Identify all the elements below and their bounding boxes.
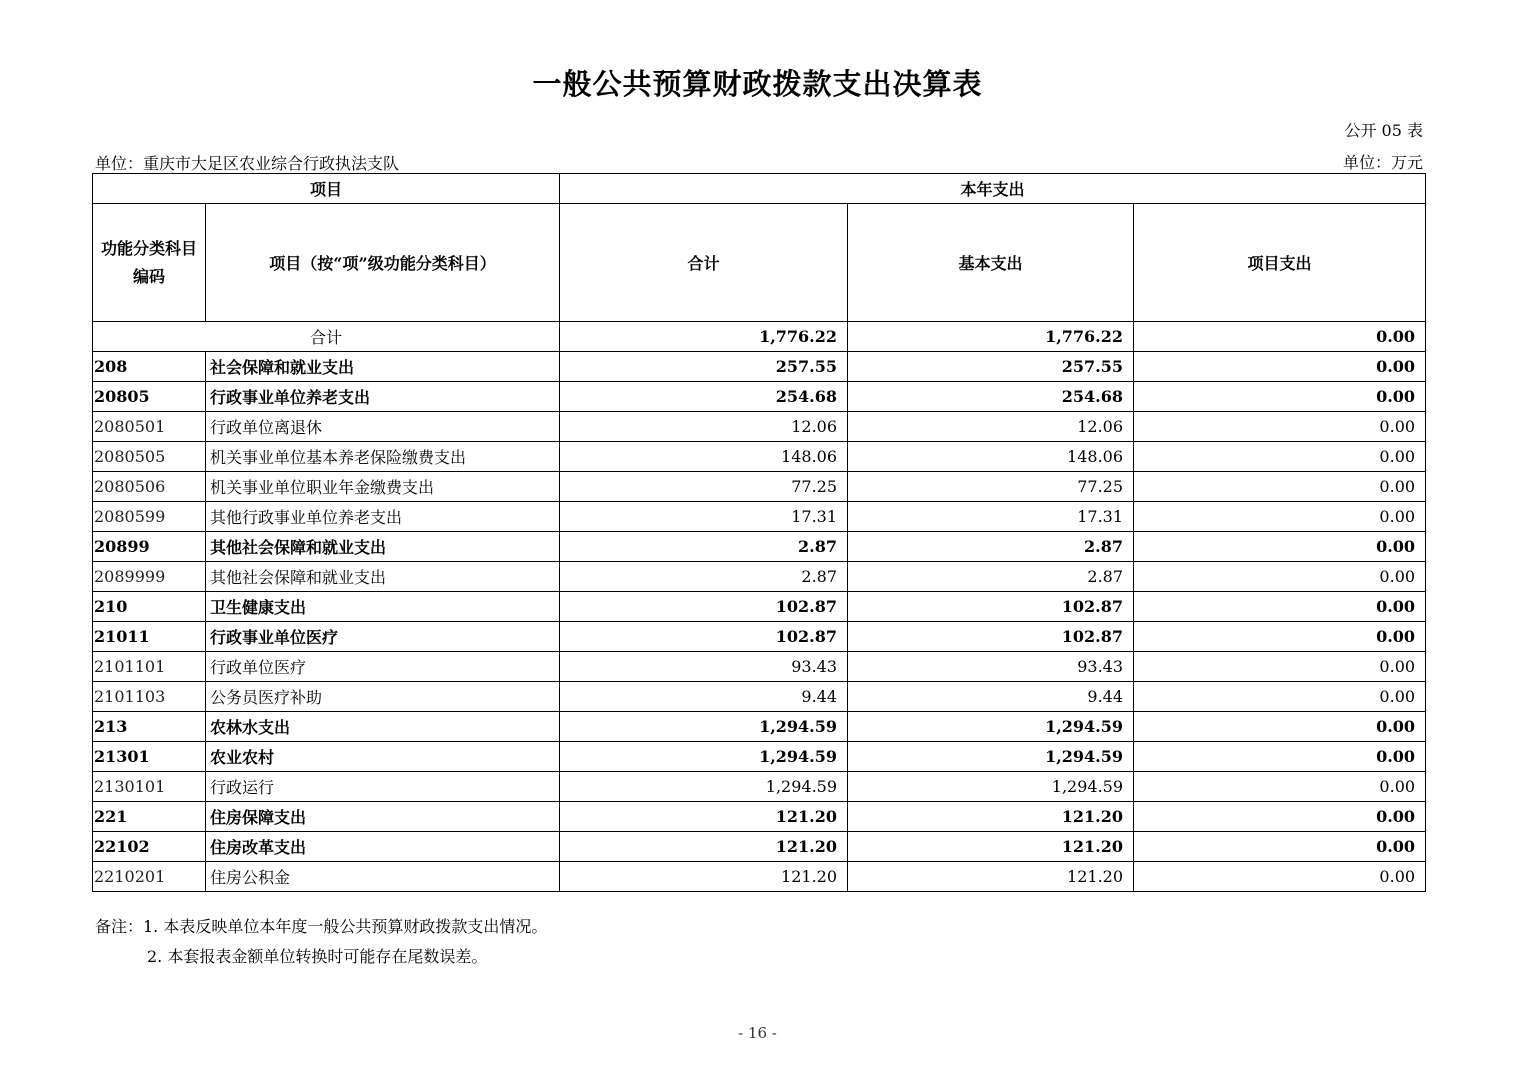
total-basic: 1,776.22 bbox=[848, 322, 1134, 352]
row-code: 22102 bbox=[93, 832, 206, 862]
row-basic: 2.87 bbox=[848, 562, 1134, 592]
row-total: 2.87 bbox=[560, 532, 848, 562]
row-name: 行政事业单位养老支出 bbox=[206, 382, 560, 412]
row-total: 148.06 bbox=[560, 442, 848, 472]
row-total: 121.20 bbox=[560, 862, 848, 892]
row-code: 213 bbox=[93, 712, 206, 742]
row-total: 102.87 bbox=[560, 622, 848, 652]
row-basic: 77.25 bbox=[848, 472, 1134, 502]
row-code: 2080505 bbox=[93, 442, 206, 472]
row-name: 其他社会保障和就业支出 bbox=[206, 532, 560, 562]
row-total: 1,294.59 bbox=[560, 742, 848, 772]
row-project: 0.00 bbox=[1134, 412, 1426, 442]
organization-unit: 单位：重庆市大足区农业综合行政执法支队 bbox=[95, 154, 400, 173]
notes bbox=[95, 912, 547, 972]
row-total: 17.31 bbox=[560, 502, 848, 532]
row-project: 0.00 bbox=[1134, 832, 1426, 862]
row-total: 257.55 bbox=[560, 352, 848, 382]
header-row-1 bbox=[93, 174, 1426, 204]
total-sum: 1,776.22 bbox=[560, 322, 848, 352]
row-basic: 12.06 bbox=[848, 412, 1134, 442]
row-basic: 1,294.59 bbox=[848, 742, 1134, 772]
row-name: 行政运行 bbox=[206, 772, 560, 802]
row-basic: 254.68 bbox=[848, 382, 1134, 412]
row-basic: 257.55 bbox=[848, 352, 1134, 382]
row-total: 2.87 bbox=[560, 562, 848, 592]
expenditure-table bbox=[92, 173, 1426, 892]
row-code: 2080506 bbox=[93, 472, 206, 502]
row-project: 0.00 bbox=[1134, 592, 1426, 622]
row-project: 0.00 bbox=[1134, 502, 1426, 532]
header-basic: 基本支出 bbox=[848, 204, 1134, 322]
row-project: 0.00 bbox=[1134, 382, 1426, 412]
row-basic: 102.87 bbox=[848, 592, 1134, 622]
row-basic: 17.31 bbox=[848, 502, 1134, 532]
row-name: 卫生健康支出 bbox=[206, 592, 560, 622]
total-label: 合计 bbox=[93, 322, 560, 352]
row-name: 行政单位离退休 bbox=[206, 412, 560, 442]
table-row bbox=[93, 592, 1426, 622]
row-code: 20899 bbox=[93, 532, 206, 562]
row-code: 2089999 bbox=[93, 562, 206, 592]
row-basic: 121.20 bbox=[848, 802, 1134, 832]
row-name: 住房保障支出 bbox=[206, 802, 560, 832]
row-code: 2080599 bbox=[93, 502, 206, 532]
table-row bbox=[93, 502, 1426, 532]
page-title: 一般公共预算财政拨款支出决算表 bbox=[532, 67, 983, 101]
row-project: 0.00 bbox=[1134, 532, 1426, 562]
row-total: 121.20 bbox=[560, 832, 848, 862]
row-project: 0.00 bbox=[1134, 472, 1426, 502]
note-line-2: 2. 本套报表金额单位转换时可能存在尾数误差。 bbox=[147, 947, 488, 966]
header-project: 项目支出 bbox=[1134, 204, 1426, 322]
table-row bbox=[93, 862, 1426, 892]
row-project: 0.00 bbox=[1134, 352, 1426, 382]
row-name: 农业农村 bbox=[206, 742, 560, 772]
table-row bbox=[93, 802, 1426, 832]
table-row bbox=[93, 712, 1426, 742]
row-name: 其他社会保障和就业支出 bbox=[206, 562, 560, 592]
row-total: 77.25 bbox=[560, 472, 848, 502]
page-number: - 16 - bbox=[738, 1024, 777, 1042]
header-total: 合计 bbox=[560, 204, 848, 322]
header-year-expense: 本年支出 bbox=[560, 174, 1426, 204]
row-project: 0.00 bbox=[1134, 772, 1426, 802]
note-line-1: 备注：1. 本表反映单位本年度一般公共预算财政拨款支出情况。 bbox=[95, 917, 548, 936]
row-total: 12.06 bbox=[560, 412, 848, 442]
row-basic: 1,294.59 bbox=[848, 712, 1134, 742]
row-basic: 121.20 bbox=[848, 832, 1134, 862]
table-row bbox=[93, 562, 1426, 592]
row-name: 行政事业单位医疗 bbox=[206, 622, 560, 652]
row-code: 221 bbox=[93, 802, 206, 832]
table-row bbox=[93, 532, 1426, 562]
row-project: 0.00 bbox=[1134, 652, 1426, 682]
header-row-2 bbox=[93, 204, 1426, 322]
table-row bbox=[93, 742, 1426, 772]
total-project: 0.00 bbox=[1134, 322, 1426, 352]
row-total: 1,294.59 bbox=[560, 772, 848, 802]
row-project: 0.00 bbox=[1134, 442, 1426, 472]
row-code: 21011 bbox=[93, 622, 206, 652]
total-row bbox=[93, 322, 1426, 352]
table-row bbox=[93, 622, 1426, 652]
row-name: 公务员医疗补助 bbox=[206, 682, 560, 712]
row-project: 0.00 bbox=[1134, 802, 1426, 832]
row-code: 208 bbox=[93, 352, 206, 382]
row-basic: 9.44 bbox=[848, 682, 1134, 712]
row-project: 0.00 bbox=[1134, 742, 1426, 772]
row-project: 0.00 bbox=[1134, 862, 1426, 892]
row-project: 0.00 bbox=[1134, 682, 1426, 712]
row-basic: 121.20 bbox=[848, 862, 1134, 892]
row-project: 0.00 bbox=[1134, 712, 1426, 742]
row-name: 行政单位医疗 bbox=[206, 652, 560, 682]
row-name: 其他行政事业单位养老支出 bbox=[206, 502, 560, 532]
table-row bbox=[93, 412, 1426, 442]
row-code: 20805 bbox=[93, 382, 206, 412]
header-code: 功能分类科目编码 bbox=[93, 204, 206, 322]
table-row bbox=[93, 652, 1426, 682]
table-row bbox=[93, 352, 1426, 382]
row-code: 2101103 bbox=[93, 682, 206, 712]
header-item-detail: 项目（按“项”级功能分类科目） bbox=[206, 204, 560, 322]
row-basic: 102.87 bbox=[848, 622, 1134, 652]
row-name: 机关事业单位基本养老保险缴费支出 bbox=[206, 442, 560, 472]
header-item: 项目 bbox=[93, 174, 560, 204]
row-name: 农林水支出 bbox=[206, 712, 560, 742]
currency-unit: 单位：万元 bbox=[1342, 153, 1423, 172]
row-basic: 148.06 bbox=[848, 442, 1134, 472]
row-total: 93.43 bbox=[560, 652, 848, 682]
row-total: 9.44 bbox=[560, 682, 848, 712]
row-total: 1,294.59 bbox=[560, 712, 848, 742]
table-row bbox=[93, 772, 1426, 802]
table-row bbox=[93, 382, 1426, 412]
table-number: 公开 05 表 bbox=[1344, 121, 1423, 140]
row-total: 102.87 bbox=[560, 592, 848, 622]
row-code: 210 bbox=[93, 592, 206, 622]
table-row bbox=[93, 682, 1426, 712]
row-basic: 2.87 bbox=[848, 532, 1134, 562]
row-name: 社会保障和就业支出 bbox=[206, 352, 560, 382]
row-code: 2101101 bbox=[93, 652, 206, 682]
row-project: 0.00 bbox=[1134, 622, 1426, 652]
row-total: 254.68 bbox=[560, 382, 848, 412]
table-row bbox=[93, 442, 1426, 472]
row-total: 121.20 bbox=[560, 802, 848, 832]
row-basic: 1,294.59 bbox=[848, 772, 1134, 802]
table-row bbox=[93, 832, 1426, 862]
row-code: 2080501 bbox=[93, 412, 206, 442]
row-code: 2210201 bbox=[93, 862, 206, 892]
row-name: 住房改革支出 bbox=[206, 832, 560, 862]
row-code: 2130101 bbox=[93, 772, 206, 802]
row-basic: 93.43 bbox=[848, 652, 1134, 682]
row-project: 0.00 bbox=[1134, 562, 1426, 592]
row-code: 21301 bbox=[93, 742, 206, 772]
table-row bbox=[93, 472, 1426, 502]
row-name: 住房公积金 bbox=[206, 862, 560, 892]
row-name: 机关事业单位职业年金缴费支出 bbox=[206, 472, 560, 502]
